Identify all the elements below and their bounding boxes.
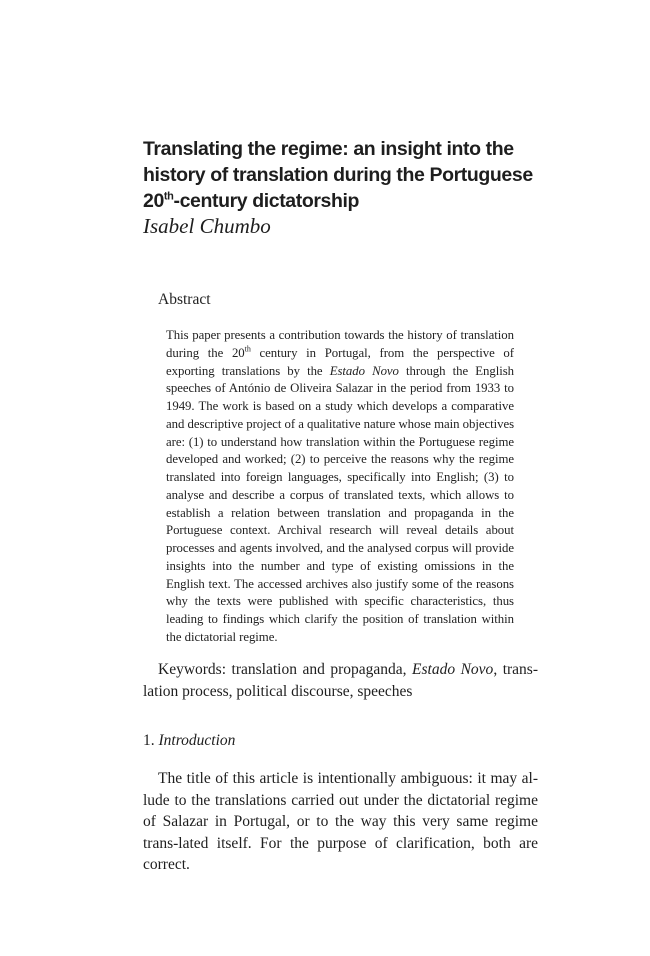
title-line-2: history of translation during the Portuguese: [143, 164, 533, 186]
intro-paragraph: The title of this article is intentionally ambiguous: it may al-lude to the translations carried out under the dictatorial regime of Salazar in Portugal, or to the way this very same regime trans-lated itself. For the purpose of clarification, both are correct.: [143, 770, 538, 873]
keywords: [143, 659, 538, 702]
section-heading: [143, 731, 235, 751]
keywords-italic-term: Estado Novo: [412, 661, 494, 678]
keywords-text-2: , trans-lation process, political discourse, speeches: [143, 661, 538, 700]
title-line-1: Translating the regime: an insight into the: [143, 138, 514, 160]
title-line-3-suffix: -century dictatorship: [173, 190, 360, 212]
abstract-superscript: th: [244, 344, 251, 354]
keywords-text-1: Keywords: translation and propaganda,: [158, 661, 413, 678]
section-number: 1.: [143, 732, 155, 749]
title-superscript: th: [163, 190, 174, 203]
section-title: Introduction: [158, 732, 236, 749]
abstract-body: [166, 327, 514, 647]
abstract-text-2: century in Portugal, from the perspective of exporting translations by the: [166, 345, 514, 378]
abstract-text-1: This paper presents a contribution towards the history of translation during the 20: [166, 328, 514, 360]
abstract-text-3: through the English speeches of António de Oliveira Salazar in the period from 1933 to 1949. The work is based on a study which develops a comparative and descriptive project of a qualitative nature whose main objectives are: (1) to understand how translation within the Portuguese regime developed and worked; (2) to perceive the reasons why the regime translated into foreign languages, specifically into English; (3) to analyse and describe a corpus of translated texts, which allows to establish a relation between translation and propaganda in the Portuguese context. Archival research will reveal details about processes and agents involved, and the analysed corpus will provide insights into the number and type of existing omissions in the English text. The accessed archives also justify some of the reasons why the texts were published with specific characteristics, thus leading to findings which clarify the position of translation within the dictatorial regime.: [166, 363, 514, 644]
author-name: Isabel Chumbo: [143, 214, 271, 238]
paper-title: [143, 136, 563, 214]
abstract-heading: Abstract: [158, 291, 211, 308]
abstract-italic-term: Estado Novo: [329, 363, 399, 378]
title-line-3-prefix: 20: [143, 190, 164, 212]
